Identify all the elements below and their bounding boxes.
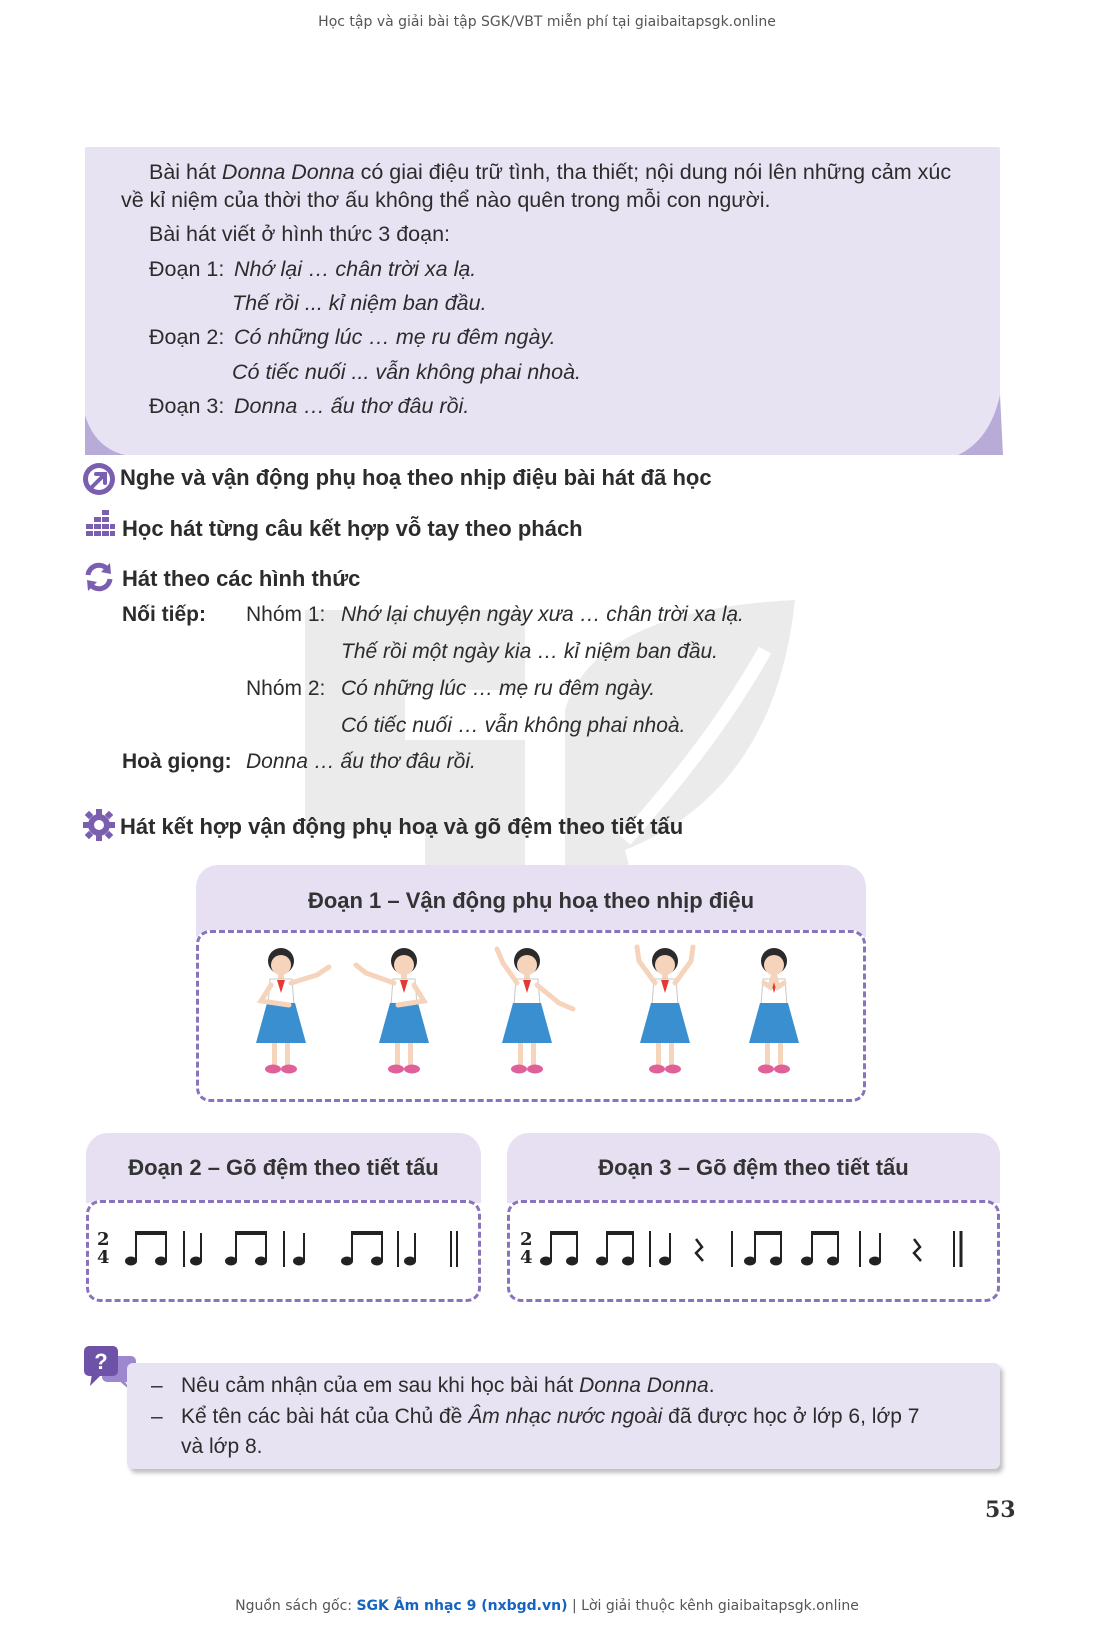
repeat-arrows-icon <box>82 560 116 594</box>
page-curl-right-decoration <box>958 395 1003 455</box>
dancer-4 <box>637 947 693 1074</box>
activity-listen-title: Nghe và vận động phụ hoạ theo nhịp điệu bài hát đã học <box>120 465 712 490</box>
intro-box <box>85 147 1000 455</box>
question-1-dash: – <box>151 1374 163 1397</box>
rhythm-pattern-doan-3 <box>510 1203 997 1299</box>
section-3-label: Đoạn 3: <box>149 394 225 418</box>
question-2-continued: và lớp 8. <box>181 1435 263 1458</box>
hoa-giong-label: Hoà giọng: <box>122 750 232 773</box>
header-note: Học tập và giải bài tập SGK/VBT miễn phí tại giaibaitapsgk.online <box>318 14 776 30</box>
question-mark-glyph: ? <box>94 1349 108 1374</box>
group-2-label: Nhóm 2: <box>246 677 326 700</box>
footer-note: Nguồn sách gốc: SGK Âm nhạc 9 (nxbgd.vn) | Lời giải thuộc kênh giaibaitapsgk.online <box>235 1598 859 1614</box>
panel-doan-3-header: Đoạn 3 – Gõ đệm theo tiết tấu <box>507 1133 1000 1203</box>
activity-combine-title: Hát kết hợp vận động phụ hoạ và gõ đệm theo tiết tấu <box>120 814 684 839</box>
group-1-line-b: Thế rồi một ngày kia … kỉ niệm ban đầu. <box>341 640 719 663</box>
dancer-3 <box>497 948 573 1074</box>
time-signature-top: 2 <box>520 1229 533 1250</box>
group-1-label: Nhóm 1: <box>246 603 326 626</box>
activity-sing-forms-title: Hát theo các hình thức <box>122 566 361 591</box>
group-2-line-a: Có những lúc … mẹ ru đêm ngày. <box>341 677 656 700</box>
hoa-giong-text: Donna … ấu thơ đâu rồi. <box>246 750 476 773</box>
section-1-label: Đoạn 1: <box>149 257 225 281</box>
time-signature-bottom: 4 <box>97 1247 110 1268</box>
time-signature-top: 2 <box>97 1229 110 1250</box>
dancer-5 <box>749 948 799 1074</box>
section-1-a: Nhớ lại … chân trời xa lạ. <box>234 257 477 281</box>
dancer-2 <box>356 948 429 1074</box>
dancers-illustration <box>199 933 863 1099</box>
page-number: 53 <box>985 1497 1016 1523</box>
activity-learn-title: Học hát từng câu kết hợp vỗ tay theo phách <box>122 516 583 541</box>
footer-book-link[interactable]: SGK Âm nhạc 9 (nxbgd.vn) <box>356 1598 568 1614</box>
arrow-up-right-icon <box>82 462 116 496</box>
section-3-a: Donna … ấu thơ đâu rồi. <box>234 394 470 418</box>
group-2-line-b: Có tiếc nuối … vẫn không phai nhoà. <box>341 714 686 737</box>
question-box <box>127 1363 1000 1469</box>
noi-tiep-label: Nối tiếp: <box>122 603 206 626</box>
time-signature-bottom: 4 <box>520 1247 533 1268</box>
panel-doan-1-body <box>196 930 866 1102</box>
gear-icon <box>82 808 116 842</box>
intro-line-1: Bài hát Donna Donna có giai điệu trữ tình, tha thiết; nội dung nói lên những cảm xúc <box>149 160 952 184</box>
equalizer-blocks-icon <box>82 508 116 542</box>
panel-doan-3-body <box>507 1200 1000 1302</box>
intro-line-3: Bài hát viết ở hình thức 3 đoạn: <box>149 222 451 246</box>
page-curl-left-decoration <box>85 410 125 455</box>
section-2-b: Có tiếc nuối ... vẫn không phai nhoà. <box>232 360 582 384</box>
panel-doan-2-header: Đoạn 2 – Gõ đệm theo tiết tấu <box>86 1133 481 1203</box>
question-2-dash: – <box>151 1405 163 1428</box>
section-2-a: Có những lúc … mẹ ru đêm ngày. <box>234 325 556 349</box>
intro-line-2: về kỉ niệm của thời thơ ấu không thể nào quên trong mỗi con người. <box>121 188 771 212</box>
question-1: Nêu cảm nhận của em sau khi học bài hát Donna Donna. <box>181 1374 715 1397</box>
section-1-b: Thế rồi ... kỉ niệm ban đầu. <box>232 291 487 315</box>
panel-doan-1-header: Đoạn 1 – Vận động phụ hoạ theo nhịp điệu <box>196 865 866 937</box>
section-2-label: Đoạn 2: <box>149 325 225 349</box>
question-2: Kể tên các bài hát của Chủ đề Âm nhạc nước ngoài đã được học ở lớp 6, lớp 7 <box>181 1405 920 1428</box>
rhythm-pattern-doan-2 <box>89 1203 478 1299</box>
dancer-1 <box>256 948 329 1074</box>
panel-doan-2-body <box>86 1200 481 1302</box>
group-1-line-a: Nhớ lại chuyện ngày xưa … chân trời xa lạ. <box>341 603 744 626</box>
